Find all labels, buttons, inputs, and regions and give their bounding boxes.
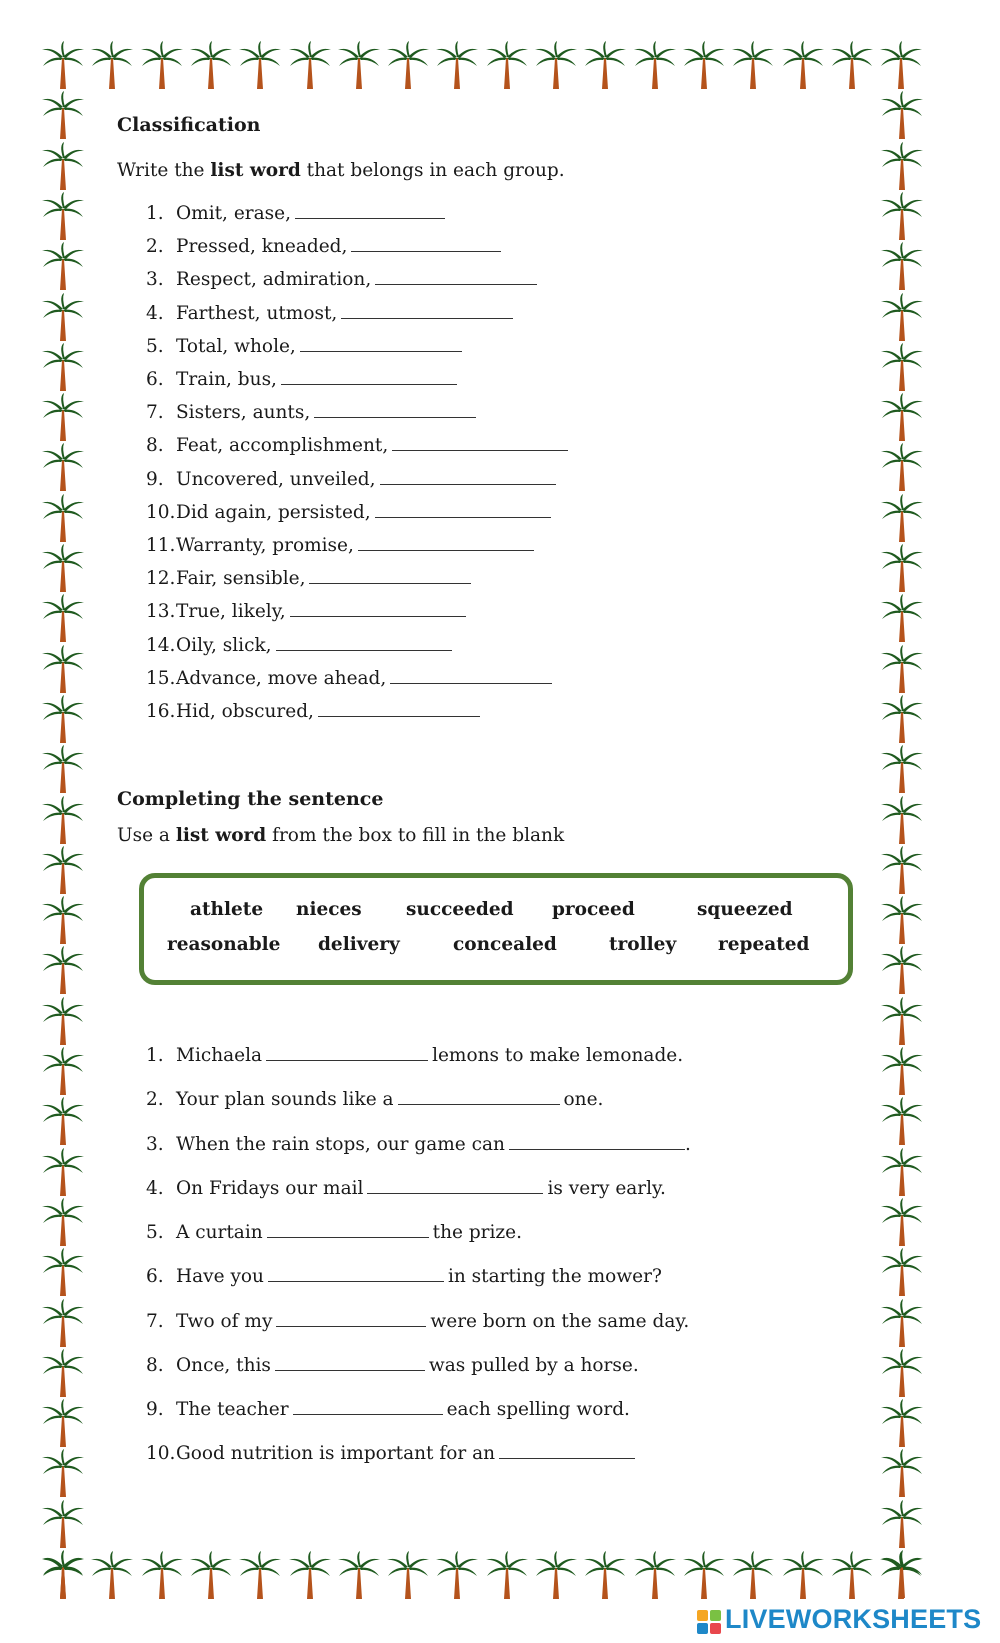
palm-tree-icon bbox=[879, 493, 925, 543]
classification-item bbox=[146, 435, 572, 456]
sentence-before: The teacher bbox=[176, 1399, 289, 1420]
palm-tree-icon bbox=[879, 1147, 925, 1197]
sentence-item bbox=[146, 1178, 666, 1199]
palm-tree-icon bbox=[40, 1046, 86, 1096]
answer-blank[interactable] bbox=[309, 569, 471, 584]
item-prompt: Did again, persisted, bbox=[176, 501, 371, 523]
palm-tree-icon bbox=[40, 1096, 86, 1146]
answer-blank[interactable] bbox=[314, 403, 476, 418]
item-number: 6. bbox=[146, 1266, 164, 1287]
palm-tree-icon bbox=[40, 543, 86, 593]
item-number: 4. bbox=[146, 302, 164, 324]
sentence-after: one. bbox=[563, 1089, 604, 1110]
answer-blank[interactable] bbox=[266, 1046, 428, 1061]
palm-tree-icon bbox=[879, 292, 925, 342]
palm-tree-icon bbox=[40, 1398, 86, 1448]
item-number: 14. bbox=[146, 634, 176, 656]
palm-tree-icon bbox=[879, 141, 925, 191]
palm-tree-icon bbox=[780, 1550, 826, 1600]
item-number: 5. bbox=[146, 1222, 164, 1243]
sentence-before: Once, this bbox=[176, 1355, 271, 1376]
answer-blank[interactable] bbox=[290, 602, 466, 617]
item-number: 2. bbox=[146, 236, 164, 258]
item-number: 3. bbox=[146, 1134, 164, 1155]
palm-tree-icon bbox=[879, 996, 925, 1046]
liveworksheets-logo[interactable] bbox=[697, 1604, 997, 1638]
answer-blank[interactable] bbox=[300, 337, 462, 352]
answer-blank[interactable] bbox=[358, 536, 534, 551]
sentence-after: . bbox=[684, 1134, 691, 1155]
palm-tree-icon bbox=[879, 1096, 925, 1146]
classification-item bbox=[146, 701, 484, 722]
palm-tree-icon bbox=[879, 945, 925, 995]
classification-item bbox=[146, 668, 556, 689]
item-prompt: Fair, sensible, bbox=[176, 568, 306, 590]
palm-tree-icon bbox=[385, 40, 431, 90]
classification-item bbox=[146, 336, 466, 357]
item-prompt: Omit, erase, bbox=[176, 203, 291, 224]
palm-tree-icon bbox=[582, 1550, 628, 1600]
palm-tree-icon bbox=[237, 40, 283, 90]
palm-tree-icon bbox=[780, 40, 826, 90]
sentence-after: each spelling word. bbox=[446, 1399, 630, 1420]
sentence-after: were born on the same day. bbox=[430, 1311, 690, 1332]
sentence-item bbox=[146, 1399, 630, 1420]
palm-tree-icon bbox=[89, 40, 135, 90]
item-number: 3. bbox=[146, 269, 164, 291]
word-box-word: nieces bbox=[296, 899, 362, 920]
sentence-item bbox=[146, 1311, 689, 1332]
palm-tree-icon bbox=[40, 90, 86, 140]
palm-tree-icon bbox=[40, 945, 86, 995]
answer-blank[interactable] bbox=[318, 702, 480, 717]
palm-tree-icon bbox=[829, 1550, 875, 1600]
item-number: 9. bbox=[146, 468, 164, 490]
answer-blank[interactable] bbox=[293, 1400, 443, 1415]
answer-blank[interactable] bbox=[499, 1444, 635, 1459]
item-number: 15. bbox=[146, 667, 176, 689]
sentence-item bbox=[146, 1222, 522, 1243]
palm-tree-icon bbox=[40, 141, 86, 191]
palm-tree-icon bbox=[879, 895, 925, 945]
item-prompt: Respect, admiration, bbox=[176, 269, 372, 291]
palm-tree-icon bbox=[40, 1147, 86, 1197]
palm-tree-icon bbox=[40, 1549, 86, 1599]
classification-item bbox=[146, 601, 470, 622]
palm-tree-icon bbox=[139, 40, 185, 90]
item-number: 1. bbox=[146, 203, 164, 224]
answer-blank[interactable] bbox=[267, 1223, 429, 1238]
answer-blank[interactable] bbox=[268, 1267, 444, 1282]
classification-item bbox=[146, 568, 475, 589]
answer-blank[interactable] bbox=[375, 270, 537, 285]
item-number: 7. bbox=[146, 1311, 164, 1332]
item-prompt: Feat, accomplishment, bbox=[176, 435, 389, 457]
palm-tree-icon bbox=[40, 392, 86, 442]
palm-tree-icon bbox=[484, 1550, 530, 1600]
item-number: 6. bbox=[146, 369, 164, 390]
answer-blank[interactable] bbox=[375, 503, 551, 518]
palm-tree-icon bbox=[40, 1348, 86, 1398]
palm-tree-icon bbox=[632, 40, 678, 90]
palm-tree-icon bbox=[879, 241, 925, 291]
item-number: 1. bbox=[146, 1045, 164, 1066]
sentence-item bbox=[146, 1134, 691, 1155]
palm-tree-icon bbox=[40, 40, 86, 90]
palm-tree-icon bbox=[879, 442, 925, 492]
liveworksheets-logo-text: LIVEWORKSHEETS bbox=[725, 1604, 982, 1634]
item-prompt: Hid, obscured, bbox=[176, 701, 314, 722]
palm-tree-icon bbox=[632, 1550, 678, 1600]
item-prompt: True, likely, bbox=[176, 601, 286, 623]
sentence-before: Two of my bbox=[176, 1311, 273, 1332]
palm-tree-icon bbox=[879, 543, 925, 593]
palm-tree-icon bbox=[40, 895, 86, 945]
item-number: 5. bbox=[146, 335, 164, 357]
item-prompt: Warranty, promise, bbox=[176, 535, 354, 556]
palm-tree-icon bbox=[40, 1298, 86, 1348]
classification-item bbox=[146, 236, 505, 257]
palm-tree-icon bbox=[879, 90, 925, 140]
palm-tree-icon bbox=[40, 694, 86, 744]
answer-blank[interactable] bbox=[390, 669, 552, 684]
classification-item bbox=[146, 635, 456, 656]
answer-blank[interactable] bbox=[367, 1179, 543, 1194]
item-number: 11. bbox=[146, 535, 176, 556]
item-number: 7. bbox=[146, 402, 164, 424]
item-number: 16. bbox=[146, 701, 176, 722]
answer-blank[interactable] bbox=[276, 1312, 426, 1327]
sentence-before: On Fridays our mail bbox=[176, 1178, 364, 1199]
classification-item bbox=[146, 502, 555, 523]
palm-tree-icon bbox=[879, 795, 925, 845]
classification-item bbox=[146, 303, 517, 324]
palm-tree-icon bbox=[879, 342, 925, 392]
palm-tree-icon bbox=[89, 1550, 135, 1600]
answer-blank[interactable] bbox=[275, 1356, 425, 1371]
palm-tree-icon bbox=[287, 40, 333, 90]
sentence-item bbox=[146, 1266, 662, 1287]
sentence-before: A curtain bbox=[176, 1222, 263, 1243]
word-box-word: succeeded bbox=[406, 899, 514, 920]
item-prompt: Oily, slick, bbox=[176, 634, 272, 656]
classification-item bbox=[146, 469, 560, 490]
palm-tree-icon bbox=[582, 40, 628, 90]
palm-tree-icon bbox=[879, 1046, 925, 1096]
palm-tree-icon bbox=[336, 40, 382, 90]
item-number: 9. bbox=[146, 1399, 164, 1420]
item-number: 2. bbox=[146, 1089, 164, 1110]
sentence-after: is very early. bbox=[547, 1178, 666, 1199]
answer-blank[interactable] bbox=[380, 470, 556, 485]
palm-tree-icon bbox=[879, 1398, 925, 1448]
palm-tree-icon bbox=[730, 40, 776, 90]
palm-tree-icon bbox=[879, 1197, 925, 1247]
classification-item bbox=[146, 269, 541, 290]
sentence-before: Michaela bbox=[176, 1045, 263, 1066]
palm-tree-icon bbox=[879, 1247, 925, 1297]
palm-tree-icon bbox=[730, 1550, 776, 1600]
sentence-before: Your plan sounds like a bbox=[176, 1089, 394, 1110]
item-prompt: Total, whole, bbox=[176, 335, 296, 357]
palm-tree-icon bbox=[879, 1298, 925, 1348]
sentence-item bbox=[146, 1443, 639, 1464]
word-box bbox=[139, 873, 853, 985]
palm-tree-icon bbox=[40, 191, 86, 241]
palm-tree-icon bbox=[879, 644, 925, 694]
palm-tree-icon bbox=[237, 1550, 283, 1600]
palm-tree-icon bbox=[40, 1448, 86, 1498]
item-prompt: Train, bus, bbox=[176, 369, 277, 390]
palm-tree-icon bbox=[40, 442, 86, 492]
palm-tree-icon bbox=[879, 1448, 925, 1498]
sentence-item bbox=[146, 1355, 639, 1376]
classification-item bbox=[146, 402, 480, 423]
word-box-word: squeezed bbox=[697, 899, 793, 920]
palm-tree-icon bbox=[434, 1550, 480, 1600]
palm-tree-icon bbox=[40, 1499, 86, 1549]
palm-tree-icon bbox=[40, 292, 86, 342]
word-box-word: delivery bbox=[318, 934, 400, 955]
palm-tree-icon bbox=[879, 191, 925, 241]
completing-heading: Completing the sentence bbox=[117, 788, 384, 810]
palm-tree-icon bbox=[40, 845, 86, 895]
sentence-before: Have you bbox=[176, 1266, 264, 1287]
completing-instruction: Use a list word from the box to fill in the blank bbox=[117, 825, 565, 846]
item-number: 8. bbox=[146, 1355, 164, 1376]
answer-blank[interactable] bbox=[509, 1135, 685, 1150]
item-prompt: Advance, move ahead, bbox=[176, 667, 387, 689]
palm-tree-icon bbox=[681, 1550, 727, 1600]
item-number: 12. bbox=[146, 568, 176, 590]
classification-item bbox=[146, 535, 538, 556]
answer-blank[interactable] bbox=[281, 370, 457, 385]
palm-tree-icon bbox=[40, 1197, 86, 1247]
word-box-word: concealed bbox=[453, 934, 557, 955]
answer-blank[interactable] bbox=[341, 304, 513, 319]
liveworksheets-logo-icon bbox=[697, 1610, 721, 1634]
palm-tree-icon bbox=[139, 1550, 185, 1600]
word-box-word: athlete bbox=[190, 899, 264, 920]
sentence-before: When the rain stops, our game can bbox=[176, 1134, 505, 1155]
palm-tree-icon bbox=[40, 795, 86, 845]
item-prompt: Uncovered, unveiled, bbox=[176, 468, 376, 490]
palm-tree-icon bbox=[287, 1550, 333, 1600]
palm-tree-icon bbox=[484, 40, 530, 90]
item-number: 10. bbox=[146, 501, 176, 523]
sentence-after: was pulled by a horse. bbox=[428, 1355, 639, 1376]
word-box-word: reasonable bbox=[167, 934, 281, 955]
palm-tree-icon bbox=[879, 593, 925, 643]
palm-tree-icon bbox=[879, 694, 925, 744]
palm-tree-icon bbox=[40, 593, 86, 643]
sentence-before: Good nutrition is important for an bbox=[176, 1443, 496, 1464]
palm-tree-icon bbox=[40, 744, 86, 794]
palm-tree-icon bbox=[385, 1550, 431, 1600]
item-prompt: Farthest, utmost, bbox=[176, 302, 338, 324]
palm-tree-icon bbox=[188, 1550, 234, 1600]
palm-tree-icon bbox=[879, 1348, 925, 1398]
palm-tree-icon bbox=[40, 1247, 86, 1297]
sentence-item bbox=[146, 1089, 603, 1110]
palm-tree-icon bbox=[829, 40, 875, 90]
classification-item bbox=[146, 369, 461, 390]
answer-blank[interactable] bbox=[276, 636, 452, 651]
sentence-after: lemons to make lemonade. bbox=[432, 1045, 684, 1066]
word-box-word: trolley bbox=[609, 934, 677, 955]
answer-blank[interactable] bbox=[351, 237, 501, 252]
palm-tree-icon bbox=[40, 241, 86, 291]
sentence-item bbox=[146, 1045, 683, 1066]
classification-item bbox=[146, 203, 449, 224]
answer-blank[interactable] bbox=[398, 1090, 560, 1105]
palm-tree-icon bbox=[878, 40, 924, 90]
palm-tree-icon bbox=[40, 493, 86, 543]
palm-tree-icon bbox=[879, 845, 925, 895]
palm-tree-icon bbox=[40, 342, 86, 392]
palm-tree-icon bbox=[879, 392, 925, 442]
palm-tree-icon bbox=[879, 1499, 925, 1549]
answer-blank[interactable] bbox=[392, 436, 568, 451]
item-number: 10. bbox=[146, 1443, 176, 1464]
palm-tree-icon bbox=[533, 40, 579, 90]
palm-tree-icon bbox=[336, 1550, 382, 1600]
word-box-word: proceed bbox=[552, 899, 635, 920]
answer-blank[interactable] bbox=[295, 204, 445, 219]
sentence-after: in starting the mower? bbox=[447, 1266, 662, 1287]
item-prompt: Sisters, aunts, bbox=[176, 402, 311, 424]
palm-tree-icon bbox=[434, 40, 480, 90]
palm-tree-icon bbox=[879, 1549, 925, 1599]
palm-tree-icon bbox=[533, 1550, 579, 1600]
classification-heading: Classification bbox=[117, 114, 261, 136]
palm-tree-icon bbox=[879, 744, 925, 794]
palm-tree-icon bbox=[40, 644, 86, 694]
item-number: 13. bbox=[146, 601, 176, 623]
item-number: 8. bbox=[146, 435, 164, 457]
item-prompt: Pressed, kneaded, bbox=[176, 236, 348, 258]
item-number: 4. bbox=[146, 1178, 164, 1199]
sentence-after: the prize. bbox=[432, 1222, 523, 1243]
palm-tree-icon bbox=[40, 996, 86, 1046]
palm-tree-icon bbox=[681, 40, 727, 90]
palm-tree-icon bbox=[188, 40, 234, 90]
word-box-word: repeated bbox=[718, 934, 810, 955]
classification-instruction: Write the list word that belongs in each group. bbox=[117, 160, 565, 181]
